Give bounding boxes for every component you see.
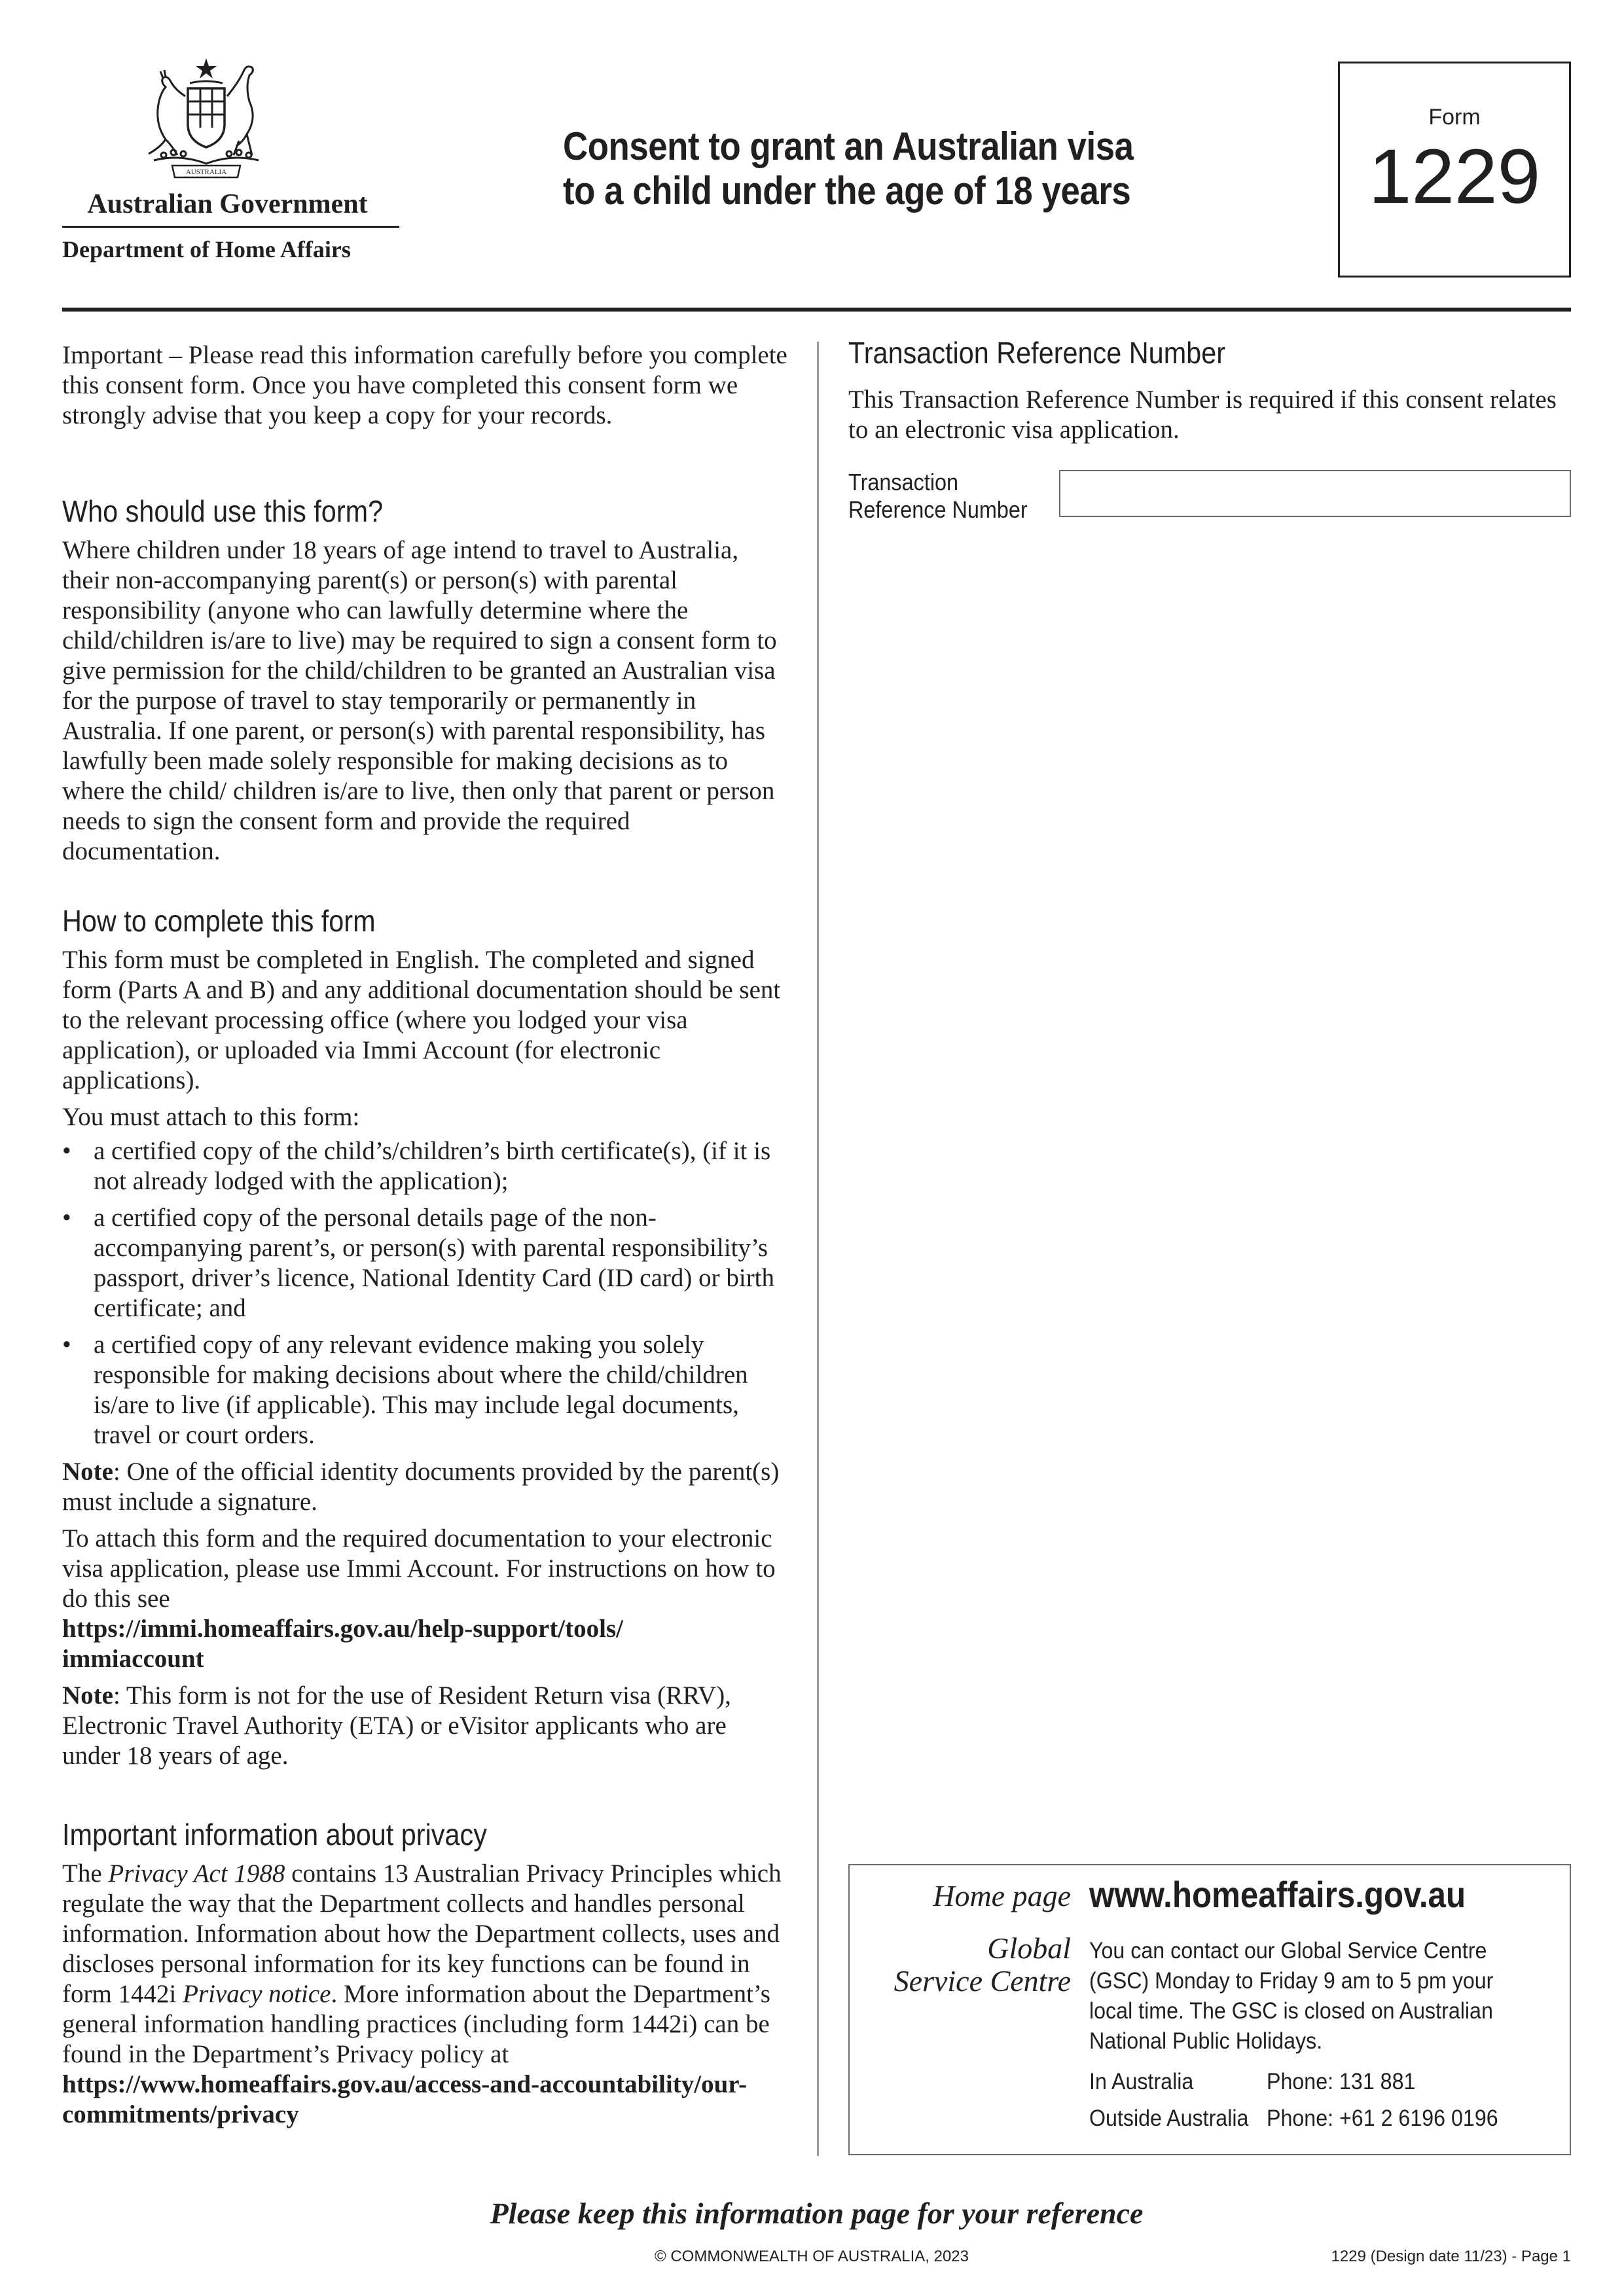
privacy-text: contains 13 Australian Privacy Principles which regulate the way that the Department collects and handles personal information. Information about how the Department collects, uses and discloses personal information for its key functions can be found in form 1442i (62, 1859, 782, 2008)
gsc-text: You can contact our Global Service Centre (GSC) Monday to Friday 9 am to 5 pm your local time. The GSC is closed on Australian National Public Holidays. (1089, 1938, 1494, 2054)
form-title (563, 124, 1174, 213)
note-label: Note (62, 1681, 113, 1710)
trn-heading-text: Transaction Reference Number (848, 336, 1226, 370)
gsc-label (848, 1932, 1071, 1998)
note-label: Note (62, 1458, 113, 1486)
note-text: : One of the official identity documents provided by the parent(s) must include a signature. (62, 1458, 780, 1516)
note-rrv (62, 1681, 789, 1771)
form-title-line-2: to a child under the age of 18 years (563, 169, 1131, 213)
note-signature (62, 1457, 789, 1517)
trn-paragraph: This Transaction Reference Number is required if this consent relates to an electronic visa application. (848, 386, 1557, 444)
trn-input[interactable] (1059, 470, 1571, 517)
how-heading-text: How to complete this form (62, 904, 376, 938)
trn-field-label-line-2: Reference Number (848, 496, 1028, 523)
trn-field-label-line-1: Transaction (848, 469, 959, 495)
gsc-label-line-1: Global (987, 1931, 1071, 1965)
immiaccount-link[interactable]: https://immi.homeaffairs.gov.au/help-support/tools/ immiaccount (62, 1615, 623, 1673)
privacy-text: . More information about the Department’s general information handling practices (including form 1442i) can be found in the Department’s Privacy policy at (62, 1980, 770, 2068)
column-divider (817, 342, 819, 2156)
how-section (62, 945, 789, 1771)
department-name: Department of Home Affairs (62, 236, 351, 262)
page-info: 1229 (Design date 11/23) - Page 1 (1331, 2248, 1571, 2265)
homepage-label: Home page (933, 1879, 1071, 1912)
privacy-paragraph (62, 1859, 789, 2130)
who-paragraph: Where children under 18 years of age intend to travel to Australia, their non-accompanying parent(s) or person(s) with parental responsibility (anyone who can lawfully determine where the child/children is/are to live) may be required to sign a consent form to give permission for the child/children to be granted an Australian visa for the purpose of travel to stay temporarily or permanently in Australia. If one parent, or person(s) with parental responsibility, has lawfully been made solely responsible for making decisions as to where the child/ children is/are to live, then only that parent or person needs to sign the consent form and provide the required documentation. (62, 536, 777, 865)
how-paragraph: This form must be completed in English. The completed and signed form (Parts A and B) and any additional documentation should be sent to the relevant processing office (where you lodged your visa application), or uploaded via Immi Account (for electronic applications). (62, 946, 781, 1094)
outside-australia-phone: Phone: +61 2 6196 0196 (1267, 2106, 1498, 2131)
trn-field-label (848, 469, 1043, 524)
in-australia-phone: Phone: 131 881 (1267, 2069, 1416, 2094)
crest-scroll-text: AUSTRALIA (185, 168, 227, 176)
homepage-link[interactable]: www.homeaffairs.gov.au (1089, 1874, 1466, 1915)
attachment-list (62, 1136, 789, 1450)
attachment-item: • a certified copy of any relevant evidence making you solely responsible for making decisions about where the child/children is/are to live (if applicable). This may include legal documents, travel or court orders. (62, 1330, 789, 1450)
privacy-heading (62, 1817, 789, 1852)
privacy-text: The (62, 1859, 109, 1888)
copyright: © COMMONWEALTH OF AUSTRALIA, 2023 (655, 2248, 969, 2265)
coat-of-arms-logo (134, 56, 278, 180)
who-heading (62, 493, 789, 529)
header-divider (62, 308, 1571, 312)
outside-australia-label: Outside Australia (1089, 2106, 1249, 2131)
in-australia-label: In Australia (1089, 2069, 1194, 2094)
how-heading (62, 903, 789, 939)
privacy-notice: Privacy notice (183, 1980, 331, 2008)
footer-note: Please keep this information page for your reference (490, 2197, 1144, 2230)
form-number: 1229 (1368, 134, 1541, 220)
intro-paragraph: Important – Please read this information carefully before you complete this consent form. Once you have completed this consent form we strongly advise that you keep a copy for your records. (62, 341, 787, 429)
note-text: : This form is not for the use of Resident Return visa (RRV), Electronic Travel Authority (ETA) or eVisitor applicants who are under 18 years of age. (62, 1681, 731, 1770)
attach-text: To attach this form and the required documentation to your electronic visa application, please use Immi Account. For instructions on how to do this see (62, 1524, 776, 1613)
government-name-rule (62, 226, 399, 228)
who-heading-text: Who should use this form? (62, 494, 384, 528)
attachment-item: • a certified copy of the child’s/children’s birth certificate(s), (if it is not already lodged with the application); (62, 1136, 789, 1196)
form-title-line-1: Consent to grant an Australian visa (563, 124, 1134, 168)
form-label: Form (1428, 105, 1481, 130)
privacy-policy-link[interactable]: https://www.homeaffairs.gov.au/access-and-accountability/our-commitments/privacy (62, 2070, 748, 2128)
attachment-item: • a certified copy of the personal details page of the non-accompanying parent’s, or person(s) with parental responsibility’s passport, driver’s licence, National Identity Card (ID card) or birth certificate; and (62, 1203, 789, 1323)
gsc-label-line-2: Service Centre (893, 1964, 1071, 1998)
attach-instructions (62, 1524, 789, 1674)
privacy-act: Privacy Act 1988 (108, 1859, 285, 1888)
trn-heading (848, 335, 1571, 370)
attach-intro: You must attach to this form: (62, 1103, 360, 1131)
trn-input-value (1060, 471, 1570, 490)
privacy-heading-text: Important information about privacy (62, 1818, 487, 1852)
government-name: Australian Government (87, 189, 368, 219)
